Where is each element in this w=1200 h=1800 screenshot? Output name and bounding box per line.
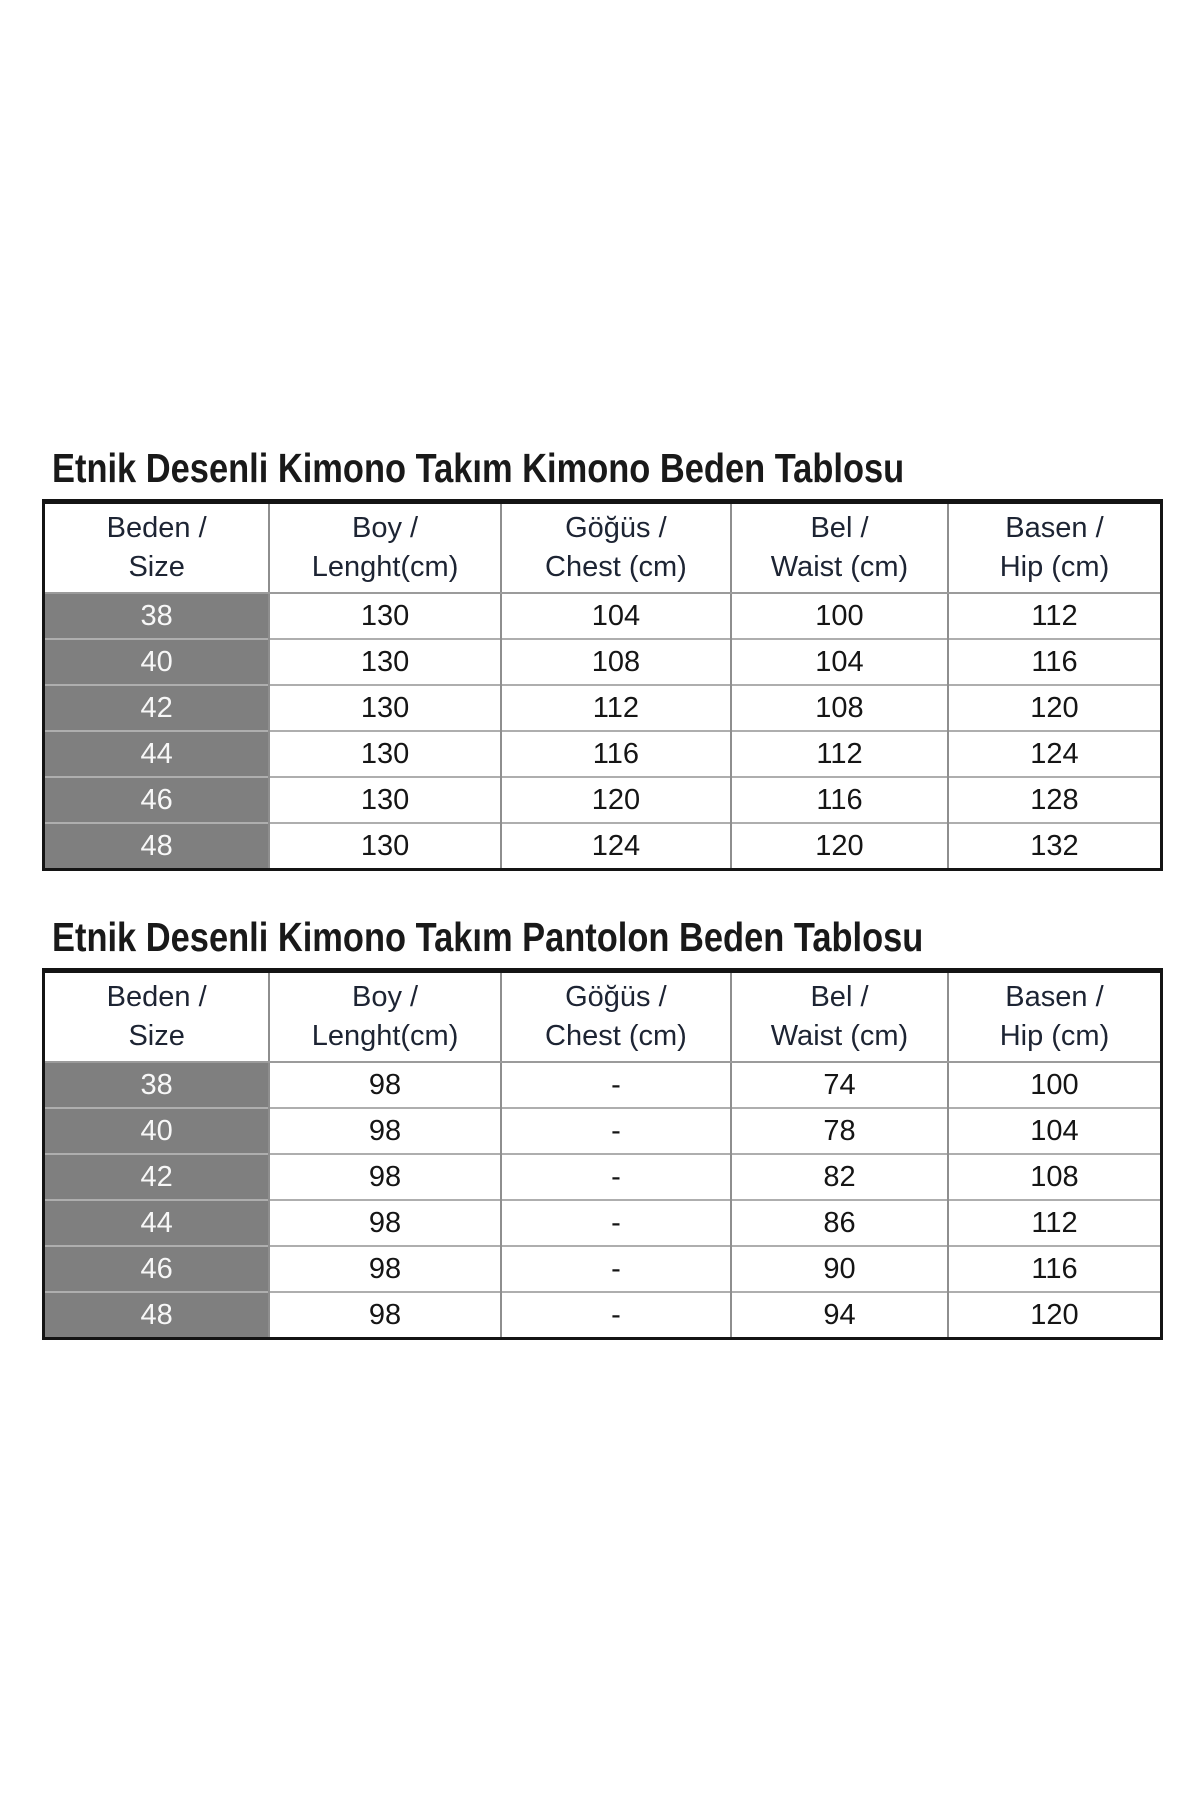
table-row: [44, 1292, 1162, 1339]
value-cell: -: [501, 1200, 731, 1246]
value-cell: 120: [731, 823, 948, 870]
header-line-2: Size: [128, 1020, 185, 1052]
value-cell: 120: [948, 685, 1162, 731]
table-row: [44, 685, 1162, 731]
header-line-2: Waist (cm): [770, 551, 909, 583]
value-cell: 104: [948, 1108, 1162, 1154]
pantolon-table-title: Etnik Desenli Kimono Takım Pantolon Beden Tablosu: [52, 914, 924, 960]
size-cell: 46: [44, 1246, 270, 1292]
header-line-2: Lenght(cm): [311, 1020, 459, 1052]
header-cell: [44, 971, 270, 1063]
size-cell: 38: [44, 593, 270, 639]
header-line-2: Size: [128, 551, 185, 583]
header-line-2: Lenght(cm): [311, 551, 459, 583]
value-cell: 98: [269, 1292, 500, 1339]
value-cell: -: [501, 1292, 731, 1339]
size-cell: 44: [44, 731, 270, 777]
value-cell: 78: [731, 1108, 948, 1154]
value-cell: 116: [948, 1246, 1162, 1292]
value-cell: 128: [948, 777, 1162, 823]
table-row: [44, 1200, 1162, 1246]
table-row: [44, 777, 1162, 823]
value-cell: 108: [501, 639, 731, 685]
value-cell: 98: [269, 1062, 500, 1108]
size-cell: 42: [44, 685, 270, 731]
header-line-1: Göğüs /: [565, 981, 667, 1013]
table-row: [44, 1246, 1162, 1292]
header-line-1: Beden /: [106, 981, 207, 1013]
kimono-table-header: [44, 502, 1162, 594]
value-cell: -: [501, 1062, 731, 1108]
value-cell: 124: [948, 731, 1162, 777]
header-row: [44, 971, 1162, 1063]
size-cell: 38: [44, 1062, 270, 1108]
header-cell: [501, 502, 731, 594]
pantolon-size-table: [42, 968, 1163, 1340]
value-cell: 116: [501, 731, 731, 777]
kimono-size-table: [42, 499, 1163, 871]
header-line-1: Beden /: [106, 512, 207, 544]
value-cell: 98: [269, 1200, 500, 1246]
value-cell: 90: [731, 1246, 948, 1292]
value-cell: 130: [269, 593, 500, 639]
value-cell: 112: [731, 731, 948, 777]
header-line-1: Boy /: [351, 981, 419, 1013]
header-cell: [948, 502, 1162, 594]
value-cell: -: [501, 1246, 731, 1292]
header-line-1: Basen /: [1005, 512, 1104, 544]
pantolon-size-table-section: [42, 915, 1163, 1340]
header-cell: [948, 971, 1162, 1063]
header-line-2: Chest (cm): [545, 1020, 687, 1052]
header-cell: [269, 502, 500, 594]
value-cell: 100: [731, 593, 948, 639]
pantolon-table-body: [44, 1062, 1162, 1339]
table-row: [44, 639, 1162, 685]
header-cell: [44, 502, 270, 594]
value-cell: 112: [948, 1200, 1162, 1246]
value-cell: 98: [269, 1246, 500, 1292]
value-cell: 130: [269, 639, 500, 685]
table-row: [44, 1108, 1162, 1154]
value-cell: 82: [731, 1154, 948, 1200]
header-line-1: Göğüs /: [565, 512, 667, 544]
header-cell: [501, 971, 731, 1063]
table-row: [44, 593, 1162, 639]
kimono-size-table-section: [42, 446, 1163, 871]
value-cell: 98: [269, 1154, 500, 1200]
value-cell: 116: [731, 777, 948, 823]
value-cell: 108: [948, 1154, 1162, 1200]
header-cell: [731, 502, 948, 594]
header-cell: [269, 971, 500, 1063]
size-cell: 48: [44, 1292, 270, 1339]
value-cell: 130: [269, 731, 500, 777]
value-cell: 130: [269, 823, 500, 870]
size-cell: 48: [44, 823, 270, 870]
header-line-1: Bel /: [810, 512, 869, 544]
size-cell: 40: [44, 639, 270, 685]
value-cell: 130: [269, 777, 500, 823]
value-cell: 94: [731, 1292, 948, 1339]
table-row: [44, 731, 1162, 777]
value-cell: 132: [948, 823, 1162, 870]
header-line-2: Hip (cm): [999, 1020, 1110, 1052]
value-cell: 104: [731, 639, 948, 685]
size-cell: 42: [44, 1154, 270, 1200]
size-cell: 44: [44, 1200, 270, 1246]
header-cell: [731, 971, 948, 1063]
table-row: [44, 1062, 1162, 1108]
header-row: [44, 502, 1162, 594]
value-cell: 116: [948, 639, 1162, 685]
value-cell: 74: [731, 1062, 948, 1108]
kimono-table-title: Etnik Desenli Kimono Takım Kimono Beden Tablosu: [52, 445, 905, 491]
header-line-2: Chest (cm): [545, 551, 687, 583]
size-cell: 46: [44, 777, 270, 823]
header-line-1: Basen /: [1005, 981, 1104, 1013]
header-line-2: Hip (cm): [999, 551, 1110, 583]
value-cell: 120: [501, 777, 731, 823]
value-cell: 120: [948, 1292, 1162, 1339]
table-row: [44, 823, 1162, 870]
value-cell: 108: [731, 685, 948, 731]
kimono-table-body: [44, 593, 1162, 870]
value-cell: 104: [501, 593, 731, 639]
value-cell: 100: [948, 1062, 1162, 1108]
value-cell: 98: [269, 1108, 500, 1154]
header-line-1: Bel /: [810, 981, 869, 1013]
value-cell: 124: [501, 823, 731, 870]
size-cell: 40: [44, 1108, 270, 1154]
value-cell: 130: [269, 685, 500, 731]
table-row: [44, 1154, 1162, 1200]
value-cell: -: [501, 1108, 731, 1154]
pantolon-table-header: [44, 971, 1162, 1063]
header-line-2: Waist (cm): [770, 1020, 909, 1052]
value-cell: 86: [731, 1200, 948, 1246]
header-line-1: Boy /: [351, 512, 419, 544]
value-cell: 112: [501, 685, 731, 731]
value-cell: 112: [948, 593, 1162, 639]
size-chart-content: [42, 446, 1163, 1340]
value-cell: -: [501, 1154, 731, 1200]
